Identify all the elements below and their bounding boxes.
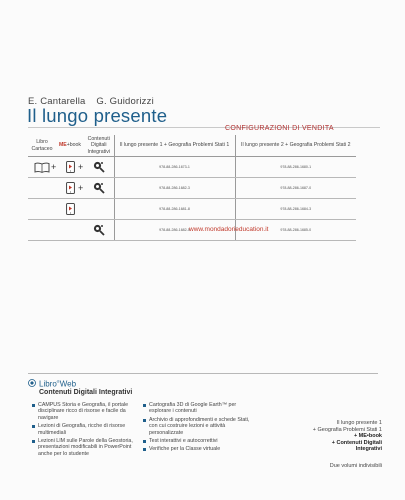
libroweb-logo-icon	[28, 379, 36, 387]
volumes-note: Due volumi indivisibili	[329, 462, 382, 469]
header-mebook	[56, 135, 84, 157]
website-link[interactable]: www.mondadorieducation.it	[189, 226, 269, 233]
cell-contenuti	[84, 220, 114, 241]
isbn-edition-1: 978-88-286-1682-5	[114, 220, 235, 241]
plus-sign: +	[51, 162, 57, 173]
libroweb-subtitle: Contenuti Digitali Integrativi	[39, 389, 133, 396]
feature-item: Archivio di approfondimenti e schede Stati, con cui costruire lezioni e attività personalizzate	[142, 417, 250, 436]
features-left-list	[31, 402, 139, 459]
purchase-line: + Geografia Problemi Stati 1	[312, 426, 382, 433]
isbn-edition-1: 978-88-286-1673-1	[114, 157, 235, 178]
cell-mebook	[56, 178, 84, 199]
cell-mebook	[56, 220, 84, 241]
registered-mark: ®	[56, 379, 60, 384]
digital-content-icon	[93, 224, 105, 236]
mebook-suffix: +book	[66, 142, 82, 149]
header-edition-2: Il lungo presente 2 + Geografia Problemi Stati 2	[235, 135, 356, 157]
libroweb-brand	[39, 379, 76, 389]
ebook-tablet-icon	[66, 182, 75, 194]
plus-sign: +	[78, 183, 84, 194]
header-edition-1: Il lungo presente 1 + Geografia Problemi Stati 1	[114, 135, 235, 157]
isbn-edition-2: 978-88-286-1687-0	[235, 178, 356, 199]
purchase-line: Integrativi	[355, 446, 382, 453]
isbn-edition-2: 978-88-286-1680-1	[235, 157, 356, 178]
purchase-line: Il lungo presente 1	[336, 420, 382, 426]
cell-contenuti	[84, 178, 114, 199]
purchase-summary	[280, 420, 382, 470]
feature-item: Test interattivi e autocorrettivi	[142, 438, 250, 444]
config-label: CONFIGURAZIONI DI VENDITA	[225, 125, 334, 132]
isbn-edition-2: 978-88-286-1684-3	[235, 199, 356, 220]
book-title: Il lungo presente	[27, 105, 168, 126]
libro-word: Libro	[39, 379, 57, 389]
cell-libro	[28, 220, 56, 241]
cell-mebook	[51, 157, 84, 178]
cell-mebook	[56, 199, 84, 220]
digital-content-icon	[93, 182, 105, 194]
purchase-line: + Contenuti Digitali	[331, 439, 382, 446]
digital-content-icon	[93, 161, 105, 173]
cell-contenuti	[84, 199, 114, 220]
feature-item: Verifiche per la Classe virtuale	[142, 446, 250, 452]
ebook-tablet-icon	[66, 161, 75, 173]
features-right-list	[142, 402, 250, 455]
me-prefix: ME	[58, 142, 67, 149]
feature-item: Cartografia 3D di Google Earth™ per esplorare i contenuti	[142, 402, 250, 415]
isbn-edition-1: 978-88-286-1681-8	[114, 199, 235, 220]
feature-item: Lezioni LIM sulle Parole della Geostoria, presentazioni modificabili in PowerPoint anche per lo studente	[31, 438, 139, 457]
header-contenuti: Contenuti Digitali Integrativi	[84, 135, 114, 157]
table-row	[28, 178, 356, 199]
web-word: Web	[59, 379, 77, 389]
isbn-edition-1: 978-88-286-1682-3	[114, 178, 235, 199]
table-row	[28, 199, 356, 220]
feature-item: CAMPUS Storia e Geografia, il portale disciplinare ricco di risorse e facile da navigare	[31, 402, 139, 421]
printed-book-icon	[34, 162, 50, 173]
feature-item: Lezioni di Geografia, ricche di risorse multimediali	[31, 423, 139, 436]
purchase-line: + ME•book	[353, 433, 382, 440]
table-row	[28, 157, 356, 178]
isbn-edition-2: 978-88-286-1685-0	[235, 220, 356, 241]
author-2: G. Guidorizzi	[96, 96, 154, 107]
plus-sign: +	[78, 162, 84, 173]
section-divider	[28, 373, 378, 374]
table-header-row	[28, 135, 356, 157]
cell-libro	[28, 178, 56, 199]
ebook-tablet-icon	[66, 203, 75, 215]
author-1: E. Cantarella	[28, 96, 86, 107]
cell-libro	[28, 199, 56, 220]
cell-contenuti	[84, 157, 114, 178]
header-libro: Libro Cartaceo	[28, 135, 56, 157]
